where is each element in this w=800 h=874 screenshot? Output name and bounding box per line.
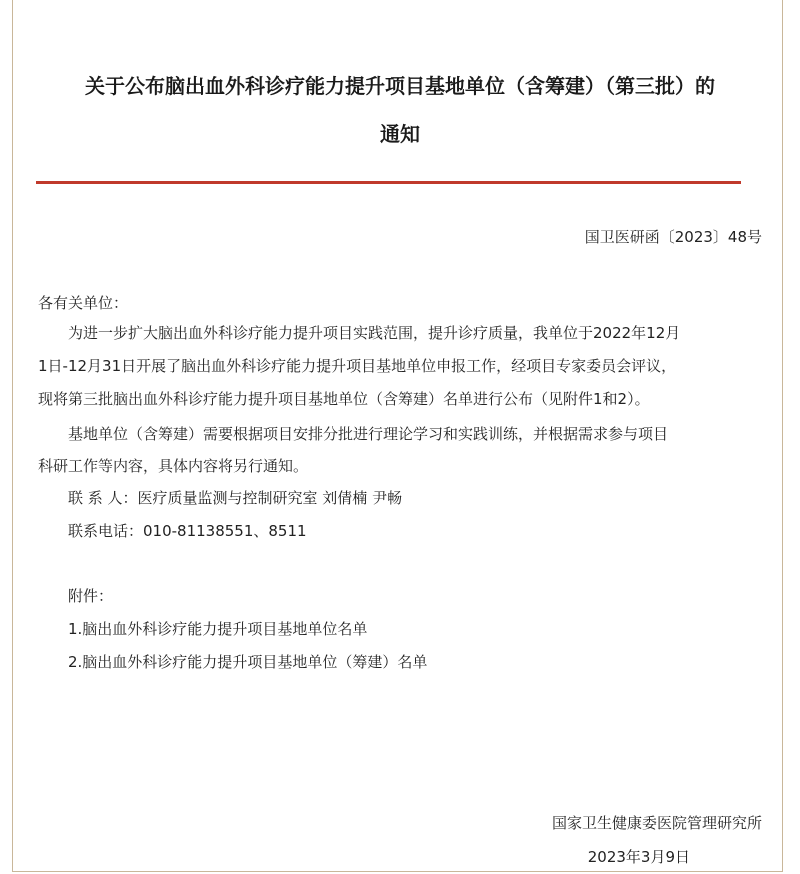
contact-phone: 联系电话：010-81138551、8511 <box>68 522 307 540</box>
paragraph-1-line-1: 为进一步扩大脑出血外科诊疗能力提升项目实践范围，提升诊疗质量，我单位于2022年12月 <box>68 324 681 342</box>
notice-title-line1: 关于公布脑出血外科诊疗能力提升项目基地单位（含筹建）（第三批）的 <box>85 74 715 98</box>
contact-person: 联 系 人：医疗质量监测与控制研究室 刘倩楠 尹畅 <box>68 489 403 507</box>
attachment-item-1: 1.脑出血外科诊疗能力提升项目基地单位名单 <box>68 620 368 638</box>
document-number: 国卫医研函〔2023〕48号 <box>584 228 762 246</box>
paragraph-1-line-3: 现将第三批脑出血外科诊疗能力提升项目基地单位（含筹建）名单进行公布（见附件1和2）。 <box>38 390 650 408</box>
paragraph-2-line-2: 科研工作等内容，具体内容将另行通知。 <box>38 457 309 475</box>
notice-title-line2: 通知 <box>380 122 420 146</box>
signature-organization: 国家卫生健康委医院管理研究所 <box>551 814 762 832</box>
attachments-label: 附件： <box>68 587 114 605</box>
salutation: 各有关单位： <box>38 294 129 312</box>
attachment-item-2: 2.脑出血外科诊疗能力提升项目基地单位（筹建）名单 <box>68 653 428 671</box>
paragraph-2-line-1: 基地单位（含筹建）需要根据项目安排分批进行理论学习和实践训练，并根据需求参与项目 <box>68 425 669 443</box>
signature-date: 2023年3月9日 <box>587 848 690 866</box>
red-divider <box>36 181 741 184</box>
paragraph-1-line-2: 1日-12月31日开展了脑出血外科诊疗能力提升项目基地单位申报工作，经项目专家委员会评议， <box>38 357 677 375</box>
